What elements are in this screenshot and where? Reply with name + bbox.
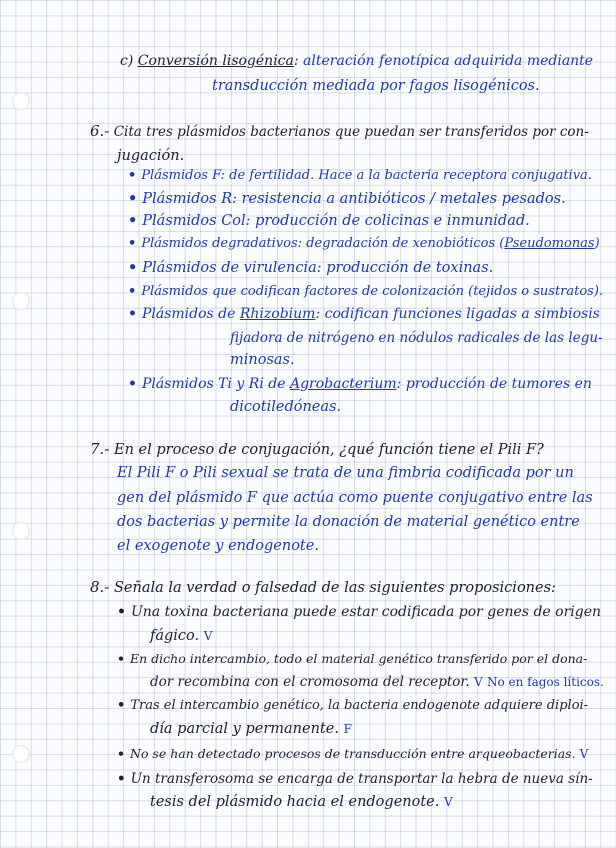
q6-bullet-continuation: minosas. (230, 352, 295, 368)
q6-bullet-continuation: fijadora de nitrógeno en nódulos radicales de las legu- (230, 330, 603, 346)
q6-bullet: • Plásmidos que codifican factores de colonización (tejidos o sustratos). (128, 284, 604, 299)
q8-item: • No se han detectado procesos de transducción entre arqueobacterias. V (117, 746, 589, 761)
q8-question-line (90, 578, 556, 597)
q8-item-continuation: día parcial y permanente. F (150, 721, 352, 737)
item-c-colon: : (293, 53, 299, 69)
true-mark: V (203, 629, 213, 643)
true-mark: V (443, 795, 453, 809)
q7-number: 7.- (90, 440, 110, 458)
q6-bullet: • Plásmidos de Rhizobium: codifican funciones ligadas a simbiosis (128, 306, 600, 322)
genus-name: Agrobacterium (289, 376, 397, 392)
q8-item: • Tras el intercambio genético, la bacteria endogenote adquiere diploi- (117, 698, 589, 713)
correction-note: No en fagos líticos. (486, 675, 604, 689)
q8-item-continuation: fágico. V (150, 628, 213, 644)
binder-hole (12, 522, 30, 540)
q7-answer-line: dos bacterias y permite la donación de material genético entre (117, 514, 580, 530)
false-mark: F (343, 722, 352, 736)
q8-item: • Un transferosoma se encarga de transportar la hebra de nueva sín- (117, 771, 593, 787)
q7-question: En el proceso de conjugación, ¿qué función tiene el Pili F? (114, 442, 544, 458)
binder-hole (12, 745, 30, 763)
q6-line2: jugación. (117, 148, 185, 164)
q7-question-line (90, 440, 544, 459)
q8-item: • Una toxina bacteriana puede estar codificada por genes de origen (117, 604, 602, 620)
genus-name: Pseudomonas (504, 236, 595, 251)
item-c-line1 (120, 52, 593, 70)
q8-item-continuation: dor recombina con el cromosoma del receptor. V No en fagos líticos. (150, 674, 604, 690)
q6-bullet: • Plásmidos F: de fertilidad. Hace a la bacteria receptora conjugativa. (128, 168, 592, 183)
item-c-label: c) (120, 53, 134, 69)
q6-question: Cita tres plásmidos bacterianos que puedan ser transferidos por con- (113, 124, 589, 140)
q6-line1 (90, 122, 589, 141)
true-mark: V (579, 747, 589, 761)
q7-answer-line: el exogenote y endogenote. (117, 538, 319, 554)
true-mark: V (473, 675, 483, 689)
item-c-term: Conversión lisogénica (137, 53, 294, 69)
q7-answer-line: gen del plásmido F que actúa como puente conjugativo entre las (117, 490, 593, 506)
q7-answer-line: El Pili F o Pili sexual se trata de una fimbria codificada por un (117, 465, 574, 481)
q6-bullet: • Plásmidos Ti y Ri de Agrobacterium: producción de tumores en (128, 376, 592, 392)
q8-number: 8.- (90, 578, 110, 596)
item-c-definition: alteración fenotípica adquirida mediante (303, 53, 594, 69)
q8-question: Señala la verdad o falsedad de las siguientes proposiciones: (114, 580, 556, 596)
q6-bullet: • Plásmidos R: resistencia a antibióticos / metales pesados. (128, 190, 566, 207)
item-c-line2: transducción mediada por fagos lisogénicos. (212, 78, 540, 94)
q6-bullet: • Plásmidos degradativos: degradación de xenobióticos (Pseudomonas) (128, 236, 600, 251)
q6-bullet-continuation: dicotiledóneas. (230, 399, 342, 415)
genus-name: Rhizobium (239, 306, 316, 322)
binder-hole (12, 92, 30, 110)
q6-bullet: • Plásmidos de virulencia: producción de toxinas. (128, 259, 494, 276)
q6-bullet: • Plásmidos Col: producción de colicinas e inmunidad. (128, 212, 530, 229)
q6-number: 6.- (90, 122, 110, 140)
q8-item: • En dicho intercambio, todo el material genético transferido por el dona- (117, 651, 588, 666)
q8-item-continuation: tesis del plásmido hacia el endogenote. V (150, 794, 453, 810)
binder-hole (12, 292, 30, 310)
